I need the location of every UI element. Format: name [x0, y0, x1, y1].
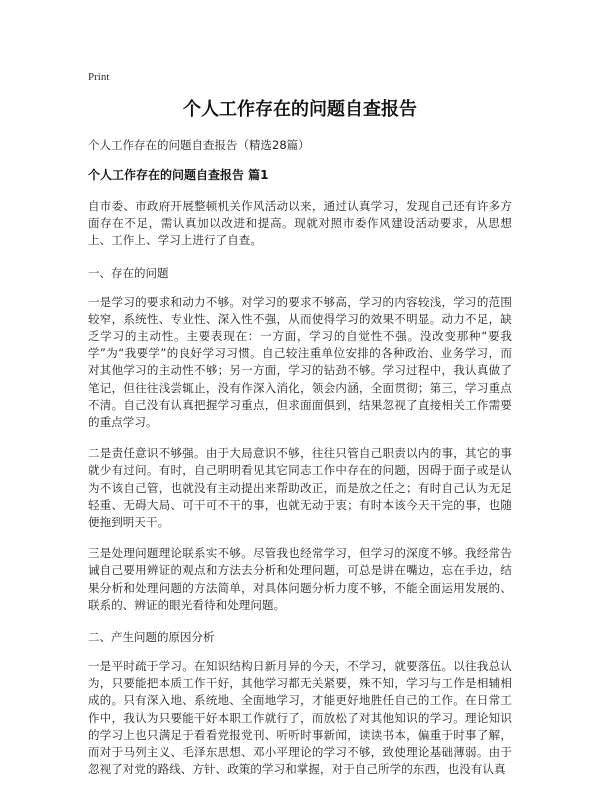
- document-page: [88, 70, 512, 792]
- paragraph-theory-practice: 三是处理问题理论联系实不够。尽管我也经常学习，但学习的深度不够。我经常告诫自己要用辨证的观点和方法去分析和处理问题，可总是讲在嘴边，忘在手边，结果分析和处理问题的方法简单，对具体问题分析力度不够，不能全面运用发展的、联系的、辨证的眼光看待和处理问题。: [88, 546, 512, 612]
- print-label[interactable]: Print: [88, 71, 110, 83]
- paragraph-learning: 一是学习的要求和动力不够。对学习的要求不够高，学习的内容较浅，学习的范围较窄，系统性、专业性、深入性不强，从而使得学习的效果不明显。动力不足，缺乏学习的主动性。主要表现在：一方面，学习的自觉性不强。没改变那种“要我学”为“我要学”的良好学习习惯。自己较注重单位安排的各种政治、业务学习，而对其他学习的主动性不够；另一方面，学习的钻劲不够。学习过程中，我认真做了笔记，但往往浅尝辄止，没有作深入消化，领会内涵，全面贯彻；第三，学习重点不清。自己没有认真把握学习重点，但求面面俱到，结果忽视了直接相关工作需要的重点学习。: [88, 294, 512, 430]
- intro-paragraph: 自市委、市政府开展整顿机关作风活动以来，通过认真学习，发现自己还有许多方面存在不足，需认真加以改进和提高。现就对照市委作风建设活动要求，从思想上、工作上、学习上进行了自查。: [88, 199, 512, 248]
- page-title: 个人工作存在的问题自查报告: [183, 99, 417, 120]
- heading-cause-analysis: 二、产生问题的原因分析: [88, 630, 215, 645]
- section-title: 个人工作存在的问题自查报告 篇1: [88, 168, 269, 182]
- document-subtitle: 个人工作存在的问题自查报告（精选28篇）: [88, 138, 310, 152]
- paragraph-study-neglect: 一是平时疏于学习。在知识结构日新月异的今天，不学习，就要落伍。以往我总认为，只要能把本质工作干好，其他学习都无关紧要，殊不知，学习与工作是相辅相成的。只有深入地、系统地、全面地学习，才能更好地胜任自己的工作。在日常工作中，我认为只要能干好本职工作就行了，而放松了对其他知识的学习。理论知识的学习上也只满足于看看党报党刊、听听时事新闻，读读书本，偏重于时事了解，而对于马列主义、毛泽东思想、邓小平理论的学习不够，致使理论基础薄弱。由于忽视了对党的路线、方针、政策的学习和掌握，对于自己所学的东西，也没有认真: [88, 659, 512, 777]
- paragraph-responsibility: 二是责任意识不够强。由于大局意识不够，往往只管自己职责以内的事，其它的事就少有过问。有时，自己明明看见其它同志工作中存在的问题，因碍于面子或是认为不该自己管，也就没有主动提出来帮助改正，而是放之任之；有时自己认为无足轻重、无碍大局、可干可不干的事，也就无动于衷；有时本该今天干完的事，也随便拖到明天干。: [88, 446, 512, 530]
- heading-existing-problems: 一、存在的问题: [88, 265, 169, 280]
